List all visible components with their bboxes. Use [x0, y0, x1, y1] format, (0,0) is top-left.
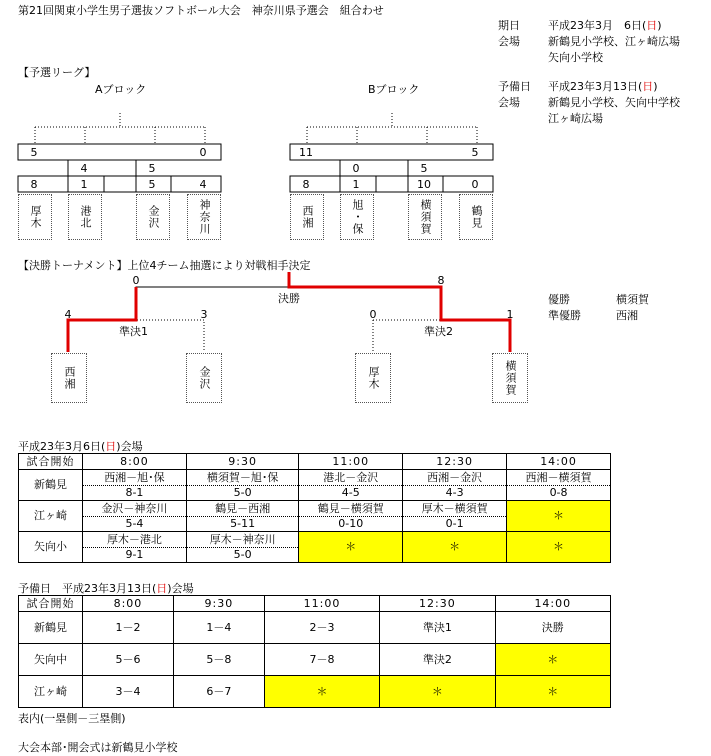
- match-cell: 1－2: [83, 612, 174, 644]
- tournament-team-kanazawa: 金沢: [186, 353, 222, 403]
- team-box-kohoku: 港北: [68, 194, 102, 240]
- schedule2-time: 12:30: [380, 596, 495, 612]
- schedule-row: [19, 676, 611, 708]
- schedule1-start-label: 試合開始: [19, 454, 83, 470]
- match-cell: 5－6: [83, 644, 174, 676]
- final-label: 決勝: [278, 292, 300, 305]
- venue2-line1: 新鶴見小学校、矢向中学校: [548, 96, 680, 109]
- schedule-row: [19, 470, 611, 501]
- team-box-yokosuka: 横須賀: [408, 194, 442, 240]
- team-box-tsurumi: 鶴見: [459, 194, 493, 240]
- b-score-3: 10: [417, 178, 431, 191]
- team-box-kanagawa: 神奈川: [187, 194, 221, 240]
- schedule2-table: [18, 595, 611, 708]
- b-top-score-1: 11: [299, 146, 313, 159]
- a-score-4: 4: [199, 178, 207, 191]
- empty-slot-cell: ＊: [495, 644, 610, 676]
- venue-cell: 矢向中: [19, 644, 83, 676]
- a-mid-score-1: 4: [80, 162, 88, 175]
- reserve-value: 平成23年3月13日(日): [548, 80, 658, 93]
- venue-line2: 矢向小学校: [548, 51, 603, 64]
- empty-slot-cell: ＊: [507, 501, 611, 532]
- b-score-1: 8: [302, 178, 310, 191]
- match-score: 5-4: [125, 516, 144, 530]
- match-teams: 西湘－金沢: [403, 471, 506, 486]
- match-cell: [403, 501, 507, 532]
- schedule2-time: 11:00: [264, 596, 379, 612]
- match-cell: 準決1: [380, 612, 495, 644]
- team-box-seisho: 西湘: [290, 194, 324, 240]
- venue-label: 会場: [498, 35, 520, 48]
- match-score: 4-3: [445, 485, 464, 499]
- tournament-team-yokosuka: 横須賀: [492, 353, 528, 403]
- venue-cell: 矢向小: [19, 532, 83, 563]
- schedule1-time: 12:30: [403, 454, 507, 470]
- schedule-row: [19, 501, 611, 532]
- empty-slot-cell: ＊: [495, 676, 610, 708]
- match-score: 4-5: [341, 485, 360, 499]
- match-score: 9-1: [125, 547, 144, 561]
- match-cell: 1－4: [173, 612, 264, 644]
- match-cell: [186, 470, 298, 501]
- match-score: 5-0: [233, 485, 252, 499]
- match-teams: 横須賀－旭･保: [187, 471, 298, 486]
- match-score: 8-1: [125, 485, 144, 499]
- a-mid-score-2: 5: [148, 162, 156, 175]
- b-score-4: 0: [471, 178, 479, 191]
- match-score: 5-11: [230, 516, 256, 530]
- schedule1-table: [18, 453, 611, 563]
- match-teams: 厚木－横須賀: [403, 502, 506, 517]
- match-score: 5-0: [233, 547, 252, 561]
- semi1-score-1: 4: [64, 308, 72, 321]
- tournament-team-seisho: 西湘: [51, 353, 87, 403]
- empty-slot-cell: ＊: [299, 532, 403, 563]
- schedule-row: [19, 644, 611, 676]
- match-cell: 3－4: [83, 676, 174, 708]
- match-cell: 準決2: [380, 644, 495, 676]
- match-teams: 厚木－港北: [83, 533, 186, 548]
- match-cell: [186, 532, 298, 563]
- match-cell: 決勝: [495, 612, 610, 644]
- note-sides: 表内(一塁側－三塁側): [18, 712, 126, 725]
- venue2-line2: 江ヶ崎広場: [548, 112, 603, 125]
- match-teams: 鶴見－西湘: [187, 502, 298, 517]
- team-box-kanazawa: 金沢: [136, 194, 170, 240]
- tournament-team-atsugi: 厚木: [355, 353, 391, 403]
- team-box-atsugi: 厚木: [18, 194, 52, 240]
- final-score-1: 0: [132, 274, 140, 287]
- empty-slot-cell: ＊: [264, 676, 379, 708]
- venue-cell: 新鶴見: [19, 470, 83, 501]
- semi2-label: 準決2: [424, 325, 453, 338]
- match-cell: [83, 532, 187, 563]
- venue-cell: 江ヶ崎: [19, 501, 83, 532]
- venue2-label: 会場: [498, 96, 520, 109]
- match-teams: 鶴見－横須賀: [299, 502, 402, 517]
- winner-label: 優勝: [548, 293, 570, 306]
- match-cell: [83, 470, 187, 501]
- semi2-score-2: 1: [506, 308, 514, 321]
- schedule1-caption: 平成23年3月6日(日)会場: [18, 440, 143, 453]
- match-score: 0-10: [338, 516, 364, 530]
- schedule2-start-label: 試合開始: [19, 596, 83, 612]
- schedule1-time: 8:00: [83, 454, 187, 470]
- a-score-2: 1: [80, 178, 88, 191]
- schedule1-time: 14:00: [507, 454, 611, 470]
- final-score-2: 8: [437, 274, 445, 287]
- a-top-score-2: 0: [199, 146, 207, 159]
- schedule-row: [19, 612, 611, 644]
- schedule2-time: 9:30: [173, 596, 264, 612]
- venue-cell: 新鶴見: [19, 612, 83, 644]
- match-cell: [186, 501, 298, 532]
- match-teams: 厚木－神奈川: [187, 533, 298, 548]
- schedule1-time: 9:30: [186, 454, 298, 470]
- b-mid-score-2: 5: [420, 162, 428, 175]
- schedule1-time: 11:00: [299, 454, 403, 470]
- a-block-label: Aブロック: [95, 83, 147, 96]
- semi1-label: 準決1: [119, 325, 148, 338]
- b-top-score-2: 5: [471, 146, 479, 159]
- b-score-2: 1: [352, 178, 360, 191]
- date-value: 平成23年3月 6日(日): [548, 19, 662, 32]
- empty-slot-cell: ＊: [380, 676, 495, 708]
- winner-value: 横須賀: [616, 293, 649, 306]
- team-box-asahi-ho: 旭・保: [340, 194, 374, 240]
- match-cell: 6－7: [173, 676, 264, 708]
- empty-slot-cell: ＊: [403, 532, 507, 563]
- venue-line1: 新鶴見小学校、江ヶ崎広場: [548, 35, 680, 48]
- b-mid-score-1: 0: [352, 162, 360, 175]
- match-cell: [507, 470, 611, 501]
- schedule2-time: 8:00: [83, 596, 174, 612]
- match-cell: 5－8: [173, 644, 264, 676]
- a-score-1: 8: [30, 178, 38, 191]
- match-cell: [403, 470, 507, 501]
- match-cell: [299, 501, 403, 532]
- page-title: 第21回関東小学生男子選抜ソフトボール大会 神奈川県予選会 組合わせ: [18, 4, 384, 17]
- a-top-score-1: 5: [30, 146, 38, 159]
- match-teams: 港北－金沢: [299, 471, 402, 486]
- match-score: 0-1: [445, 516, 464, 530]
- empty-slot-cell: ＊: [507, 532, 611, 563]
- a-score-3: 5: [148, 178, 156, 191]
- match-cell: [83, 501, 187, 532]
- match-teams: 西湘－横須賀: [507, 471, 610, 486]
- runner-label: 準優勝: [548, 309, 581, 322]
- semi2-score-1: 0: [369, 308, 377, 321]
- match-score: 0-8: [549, 485, 568, 499]
- note-headquarters: 大会本部･開会式は新鶴見小学校: [18, 741, 178, 754]
- match-cell: 2－3: [264, 612, 379, 644]
- schedule2-caption: 予備日 平成23年3月13日(日)会場: [18, 582, 194, 595]
- semi1-score-2: 3: [200, 308, 208, 321]
- tournament-heading: 【決勝トーナメント】上位4チーム抽選により対戦相手決定: [18, 259, 311, 272]
- schedule-row: [19, 532, 611, 563]
- b-block-label: Bブロック: [368, 83, 420, 96]
- runner-value: 西湘: [616, 309, 638, 322]
- league-heading: 【予選リーグ】: [18, 66, 96, 79]
- venue-cell: 江ヶ崎: [19, 676, 83, 708]
- date-label: 期日: [498, 19, 520, 32]
- reserve-label: 予備日: [498, 80, 531, 93]
- match-teams: 西湘－旭･保: [83, 471, 186, 486]
- match-cell: 7－8: [264, 644, 379, 676]
- schedule2-time: 14:00: [495, 596, 610, 612]
- match-teams: 金沢－神奈川: [83, 502, 186, 517]
- match-cell: [299, 470, 403, 501]
